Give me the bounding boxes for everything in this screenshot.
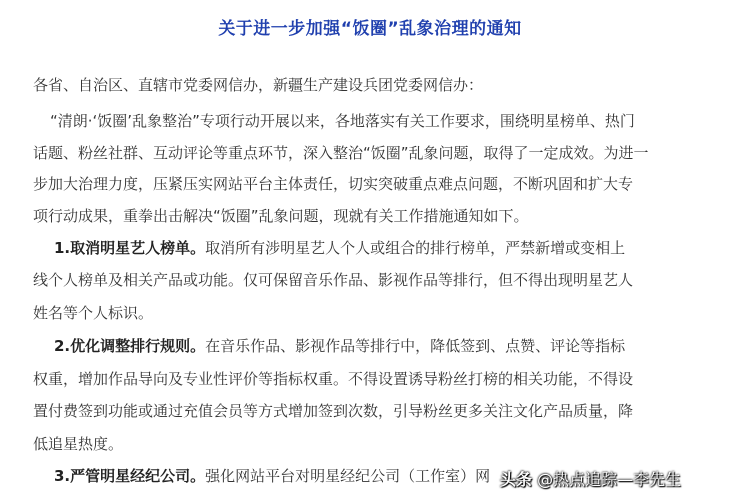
section-2-line-4: 低追星热度。	[33, 435, 124, 453]
document-title: 关于进一步加强“饭圈”乱象治理的通知	[218, 19, 522, 39]
section-1-text: 取消所有涉明星艺人个人或组合的排行榜单，严禁新增或变相上	[205, 239, 626, 257]
section-1-line-3: 姓名等个人标识。	[33, 304, 154, 322]
watermark-logo: 头条	[500, 470, 533, 489]
section-2-text: 在音乐作品、影视作品等排行中，降低签到、点赞、评论等指标	[205, 337, 626, 355]
watermark-text: @热点追踪—李先生	[532, 470, 682, 489]
section-2-heading: 2.优化调整排行规则。	[54, 337, 206, 355]
section-1-first-line	[54, 238, 625, 258]
section-1-heading: 1.取消明星艺人榜单。	[54, 239, 206, 257]
intro-line-1: “清朗·‘饭圈’乱象整治”专项行动开展以来，各地落实有关工作要求，围绕明星榜单、热门	[50, 112, 635, 130]
intro-line-3: 步加大治理力度，压紧压实网站平台主体责任，切实突破重点难点问题，不断巩固和扩大专	[33, 175, 634, 193]
intro-line-2: 话题、粉丝社群、互动评论等重点环节，深入整治“饭圈”乱象问题，取得了一定成效。为进一	[33, 144, 649, 162]
section-2-line-2: 权重，增加作品导向及专业性评价等指标权重。不得设置诱导粉丝打榜的相关功能，不得设	[33, 370, 634, 388]
section-3-first-line	[54, 466, 490, 486]
section-2-first-line	[54, 336, 625, 356]
section-3-heading: 3.严管明星经纪公司。	[54, 467, 206, 485]
watermark	[500, 466, 736, 494]
section-2-line-3: 置付费签到功能或通过充值会员等方式增加签到次数，引导粉丝更多关注文化产品质量，降	[33, 402, 634, 420]
intro-line-4: 项行动成果，重拳出击解决“饭圈”乱象问题，现就有关工作措施通知如下。	[33, 207, 529, 225]
salutation: 各省、自治区、直辖市党委网信办，新疆生产建设兵团党委网信办：	[33, 76, 484, 94]
section-3-text: 强化网站平台对明星经纪公司（工作室）网	[205, 467, 491, 485]
section-1-line-2: 线个人榜单及相关产品或功能。仅可保留音乐作品、影视作品等排行，但不得出现明星艺人	[33, 271, 634, 289]
